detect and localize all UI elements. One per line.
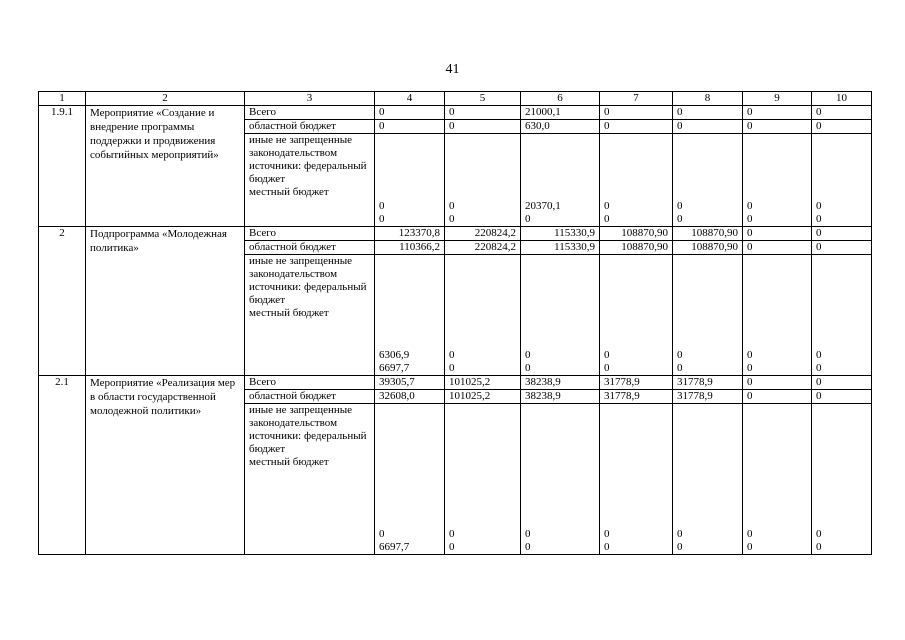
value-cell: 0: [743, 120, 812, 134]
value-cell: 108870,90: [673, 227, 743, 241]
value-cell: 0: [812, 376, 872, 390]
column-header: 1: [39, 92, 86, 106]
value-cell: 0 0: [812, 255, 872, 376]
column-header: 7: [600, 92, 673, 106]
value-cell: 0 0: [445, 255, 521, 376]
value-cell: 21000,1: [521, 106, 600, 120]
funding-source-label: областной бюджет: [245, 120, 375, 134]
funding-source-label: иные не запрещенные законодательством источники: федеральный бюджет местный бюджет: [245, 404, 375, 555]
column-header: 9: [743, 92, 812, 106]
value-cell: 0 0: [812, 134, 872, 227]
value-cell: 0: [673, 106, 743, 120]
budget-table: [38, 91, 872, 555]
value-cell: 39305,7: [375, 376, 445, 390]
value-cell: 31778,9: [673, 390, 743, 404]
value-cell: 0 0: [521, 404, 600, 555]
table-header-row: [39, 92, 872, 106]
value-cell: 31778,9: [673, 376, 743, 390]
funding-source-label: иные не запрещенные законодательством источники: федеральный бюджет местный бюджет: [245, 255, 375, 376]
value-cell: 0: [812, 227, 872, 241]
table-row: [39, 227, 872, 241]
value-cell: 0 0: [521, 255, 600, 376]
value-cell: 32608,0: [375, 390, 445, 404]
value-cell: 0: [445, 106, 521, 120]
value-cell: 0 0: [743, 404, 812, 555]
value-cell: 110366,2: [375, 241, 445, 255]
column-header: 10: [812, 92, 872, 106]
value-cell: 0: [743, 376, 812, 390]
value-cell: 0: [375, 120, 445, 134]
funding-source-label: областной бюджет: [245, 241, 375, 255]
column-header: 6: [521, 92, 600, 106]
value-cell: 108870,90: [673, 241, 743, 255]
value-cell: 0 0: [673, 134, 743, 227]
value-cell: 0 0: [445, 134, 521, 227]
value-cell: 0: [600, 106, 673, 120]
measure-name: Мероприятие «Реализация мер в области государственной молодежной политики»: [86, 376, 245, 555]
value-cell: 115330,9: [521, 227, 600, 241]
funding-source-label: Всего: [245, 376, 375, 390]
value-cell: 0 0: [445, 404, 521, 555]
value-cell: 20370,1 0: [521, 134, 600, 227]
column-header: 3: [245, 92, 375, 106]
value-cell: 0 0: [673, 255, 743, 376]
measure-name: Подпрограмма «Молодежная политика»: [86, 227, 245, 376]
value-cell: 0 0: [600, 404, 673, 555]
value-cell: 0: [743, 241, 812, 255]
column-header: 8: [673, 92, 743, 106]
value-cell: 101025,2: [445, 390, 521, 404]
value-cell: 115330,9: [521, 241, 600, 255]
row-number: 1.9.1: [39, 106, 86, 227]
column-header: 4: [375, 92, 445, 106]
table-row: [39, 106, 872, 120]
value-cell: 0 6697,7: [375, 404, 445, 555]
value-cell: 220824,2: [445, 227, 521, 241]
value-cell: 630,0: [521, 120, 600, 134]
value-cell: 0: [375, 106, 445, 120]
value-cell: 0: [445, 120, 521, 134]
value-cell: 0 0: [743, 255, 812, 376]
value-cell: 0 0: [600, 134, 673, 227]
row-number: 2: [39, 227, 86, 376]
value-cell: 6306,9 6697,7: [375, 255, 445, 376]
value-cell: 101025,2: [445, 376, 521, 390]
value-cell: 0 0: [743, 134, 812, 227]
value-cell: 0 0: [673, 404, 743, 555]
value-cell: 31778,9: [600, 390, 673, 404]
funding-source-label: иные не запрещенные законодательством источники: федеральный бюджет местный бюджет: [245, 134, 375, 227]
value-cell: 220824,2: [445, 241, 521, 255]
value-cell: 0: [812, 390, 872, 404]
funding-source-label: областной бюджет: [245, 390, 375, 404]
funding-source-label: Всего: [245, 227, 375, 241]
row-number: 2.1: [39, 376, 86, 555]
value-cell: 38238,9: [521, 376, 600, 390]
value-cell: 0: [600, 120, 673, 134]
page-number: 41: [445, 62, 460, 77]
funding-source-label: Всего: [245, 106, 375, 120]
value-cell: 0: [812, 241, 872, 255]
column-header: 5: [445, 92, 521, 106]
value-cell: 108870,90: [600, 241, 673, 255]
value-cell: 0 0: [812, 404, 872, 555]
value-cell: 123370,8: [375, 227, 445, 241]
value-cell: 0 0: [375, 134, 445, 227]
value-cell: 38238,9: [521, 390, 600, 404]
budget-table-body: [39, 92, 872, 555]
table-row: [39, 376, 872, 390]
value-cell: 31778,9: [600, 376, 673, 390]
value-cell: 0: [743, 106, 812, 120]
value-cell: 108870,90: [600, 227, 673, 241]
value-cell: 0: [743, 227, 812, 241]
value-cell: 0: [812, 120, 872, 134]
value-cell: 0: [673, 120, 743, 134]
value-cell: 0: [812, 106, 872, 120]
value-cell: 0: [743, 390, 812, 404]
column-header: 2: [86, 92, 245, 106]
measure-name: Мероприятие «Создание и внедрение программы поддержки и продвижения событийных мероприятий»: [86, 106, 245, 227]
value-cell: 0 0: [600, 255, 673, 376]
